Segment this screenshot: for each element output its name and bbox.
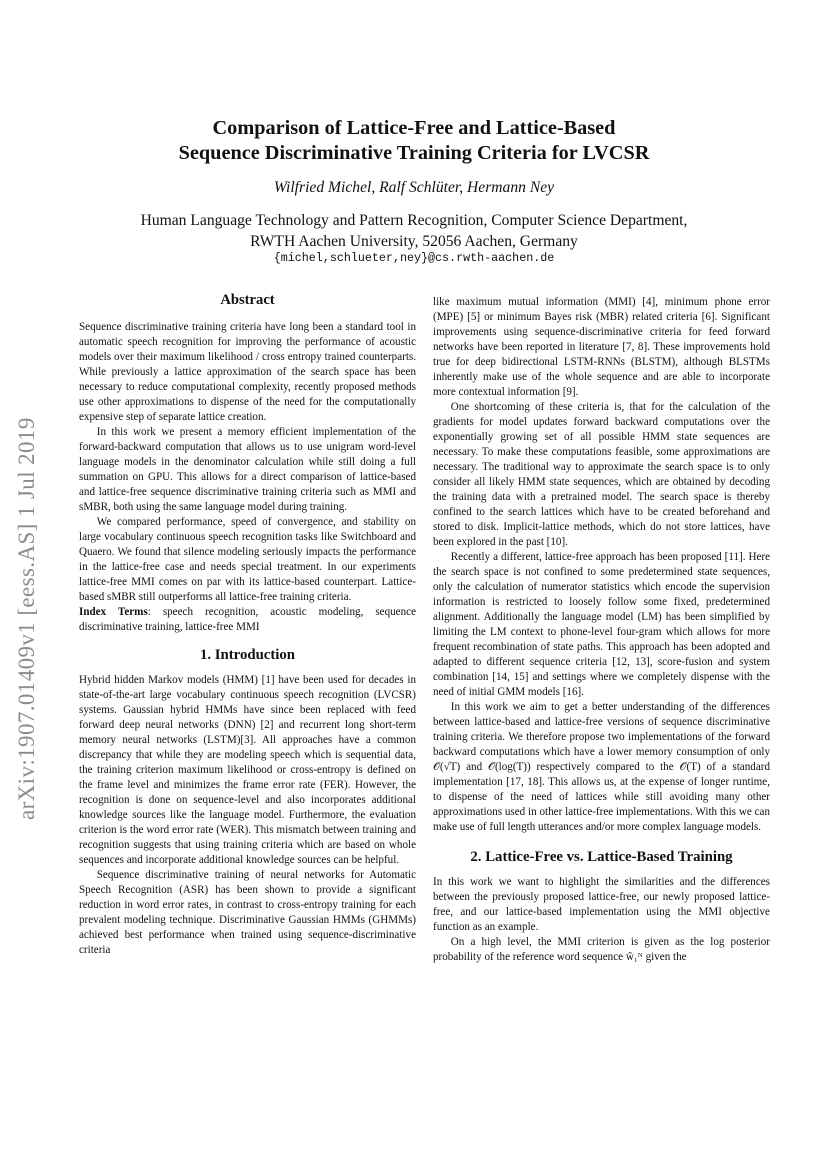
title-line-2: Sequence Discriminative Training Criteria for LVCSR [178,142,650,164]
author-list: Wilfried Michel, Ralf Schlüter, Hermann Ney [273,179,555,196]
intro-paragraph: Hybrid hidden Markov models (HMM) [1] have been used for decades in state-of-the-art large vocabulary continuous speech recognition (LVCSR) systems. Gaussian hybrid HMMs have since been replaced with feed forward deep neural networks (DNN) [2] and recurrent long short-term memory neural networks (LSTM)[3]. All approaches have a common discrepancy that while they are modeling speech which is sequential data, the training criterion maximum likelihood or cross-entropy is defined on the frame level and minimizes the frame error rate (FER). However, the recognition is done on sequence-level and also incorporates additional knowledge sources like the language model. Furthermore, the evaluation criterion is the word error rate (WER). This mismatch between training and recognition suggests that using training criteria which are based on whole sequences and incorporate additional knowledge sources can be helpful. [79,674,416,866]
abstract-paragraph: Sequence discriminative training criteria have long been a standard tool in automatic speech recognition for improving the performance of acoustic models over their maximum likelihood / cross entropy trained counterparts. While previously a lattice approximation of the search space has been necessary to reduce computational complexity, recently proposed methods use other approximations to dispense of the need for the computationally expensive step of separate lattice creation. [79,321,416,423]
affiliation-line-2: RWTH Aachen University, 52056 Aachen, Germany [250,233,578,250]
affiliation-line-1: Human Language Technology and Pattern Recognition, Computer Science Department, [140,212,688,229]
index-terms-label: Index Terms [79,606,148,618]
paper-title [150,116,678,166]
author-emails[interactable]: {michel,schlueter,ney}@cs.rwth-aachen.de [273,251,555,265]
intro-paragraph: Sequence discriminative training of neural networks for Automatic Speech Recognition (ASR) has been shown to provide a significant reduction in word error rates, in contrast to cross-entropy training for each prevalent modeling technique. Discriminative Gaussian HMMs (GHMMs) achieved best performance when trained using sequence-discriminative criteria [79,869,416,956]
intro-paragraph: like maximum mutual information (MMI) [4], minimum phone error (MPE) [5] or minimum Bayes risk (MBR) related criteria [6]. Significant improvements using sequence-discriminative criteria for feed forward networks have been reported in literature [7, 8]. These improvements hold true for deep bidirectional LSTM-RNNs (BLSTM), although BLSTMs inherently make use of the whole sequence and are able to incorporate more contextual information [9]. [433,296,770,398]
intro-paragraph: In this work we aim to get a better understanding of the differences between lattice-based and lattice-free versions of sequence discriminative training criteria. We therefore propose two implementations of the forward backward computations which have a lower memory consumption of only 𝒪(√T) and 𝒪(log(T)) respectively compared to the 𝒪(T) of a standard implementation [17, 18]. This allows us, at the expense of longer runtime, to dispense of the need of lattices while still avoiding many other approximations used in other lattice-free implementations. With this we can make use of full length utterances and/or more complex language models. [433,701,770,833]
abstract-heading: Abstract [220,292,275,308]
arxiv-sidebar-stamp[interactable]: arXiv:1907.01409v1 [eess.AS] 1 Jul 2019 [14,417,39,820]
title-line-1: Comparison of Lattice-Free and Lattice-Based [212,117,616,139]
right-column [433,295,770,965]
section-2-paragraph: On a high level, the MMI criterion is given as the log posterior probability of the reference word sequence w̃₁ᴺ given the [433,936,770,963]
abstract-paragraph: In this work we present a memory efficient implementation of the forward-backward computation that allows us to use unigram word-level language models in the denominator calculation while still doing a full summation on GPU. This allows for a direct comparison of lattice-based and lattice-free sequence discriminative training criteria such as MMI and sMBR, both using the same language model during training. [79,426,416,513]
abstract-body [79,320,416,635]
left-column [79,290,416,958]
affiliation [100,210,728,252]
abstract-paragraph: We compared performance, speed of convergence, and stability on large vocabulary continuous speech recognition tasks like Switchboard and Quaero. We found that silence modeling seriously impacts the performance in the lattice-free case and needs special treatment. In our experiments lattice-free MMI comes on par with its lattice-based counterpart. Lattice-based sMBR still outperforms all lattice-free training criteria. [79,516,416,603]
index-terms [79,605,416,635]
index-terms-text: : speech recognition, acoustic modeling, sequence discriminative training, lattice-free MMI [79,606,417,633]
section-2-heading: 2. Lattice-Free vs. Lattice-Based Training [470,849,733,865]
introduction-heading: 1. Introduction [199,647,296,663]
intro-paragraph: Recently a different, lattice-free approach has been proposed [11]. Here the search space is not confined to some predetermined state sequences, only the calculation of numerator statistics which encode the supervision information is restricted to loosely follow some fixed, predetermined alignment. Additionally the language model (LM) has been simplified by limiting the LM context to phone-level four-gram which allows for more frequent recombination of state paths. This approach has been adopted and adapted to different sequence criteria [12, 13], score-fusion and system combination [14, 15] and settings where we completely dispense with the need of initial GMM models [16]. [433,551,770,698]
intro-paragraph: One shortcoming of these criteria is, that for the calculation of the gradients for model updates forward backward computations over the exponentially growing set of all possible HMM state sequences are necessary. To make these computations feasible, some approximations are necessary. The traditional way to approximate the search space is to only consider all likely HMM state sequences, which are obtained by decoding the training data with a pretrained model. The search space is thereby confined to the search lattices which have to be created beforehand and stored to disk. Implicit-lattice methods, which do not store lattices, have been explored in the past [10]. [433,401,770,548]
section-2-paragraph: In this work we want to highlight the similarities and the differences between the previously proposed lattice-free, our newly proposed lattice-free, and our lattice-based implementation using the MMI objective function as an example. [433,876,770,933]
